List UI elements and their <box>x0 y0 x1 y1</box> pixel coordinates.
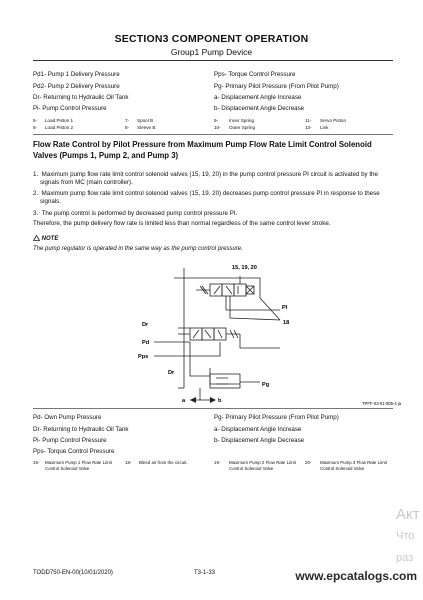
part-num: 8- <box>125 125 130 130</box>
part-num: 20- <box>305 460 312 465</box>
part-num: 11- <box>305 118 312 123</box>
divider <box>33 134 393 135</box>
label-pg: Pg <box>262 382 270 388</box>
header-divider <box>33 60 393 61</box>
part-num: 9- <box>214 118 219 123</box>
part-label: Servo Piston <box>320 118 347 123</box>
note-text: The pump regulator is operated in the same way as the pump control pressure. <box>33 246 243 252</box>
part-num: 7- <box>125 118 130 123</box>
part-label: Sleeve B <box>137 125 156 130</box>
legend-item: Dr- Returning to Hydraulic Oil Tank <box>33 94 129 101</box>
label-pi: PI <box>282 305 288 311</box>
watermark-url: www.epcatalogs.com <box>295 569 417 583</box>
part-label: Link <box>320 125 329 130</box>
divider <box>33 408 393 409</box>
watermark-text: Акт <box>396 506 420 523</box>
section-title: SECTION3 COMPONENT OPERATION <box>114 33 309 45</box>
body-item-1: 1. Maximum pump flow rate limit control solenoid valves (15, 19, 20) in the pump control pressure PI circuit is activated by the signals from MC (main controller). <box>33 171 378 187</box>
part-label: Load Piston 1 <box>45 118 74 123</box>
footer-doc-id: TODD750-EN-00(10/01/2020) <box>33 570 113 576</box>
legend-item: Pi- Pump Control Pressure <box>33 105 107 112</box>
body-item-2: 2. Maximum pump flow rate limit control solenoid valves (15, 19, 20) decreases pump control pressure PI in response to these signals. <box>33 190 380 206</box>
note-label: NOTE <box>41 236 59 242</box>
part-label: Spool B <box>137 118 154 123</box>
legend-item: Pd1- Pump 1 Delivery Pressure <box>33 71 120 78</box>
part-label: Maximum Pump 3 Flow Rate Limit Control Solenoid Valve <box>320 460 387 471</box>
label-dr-lower: Dr <box>168 370 175 376</box>
watermark-text: раз <box>396 552 414 564</box>
legend-item: Pps- Torque Control Pressure <box>33 448 115 455</box>
legend-item: Pd- Own Pump Pressure <box>33 414 102 421</box>
part-num: 13- <box>305 125 312 130</box>
legend-item: Pg- Primary Pilot Pressure (From Pilot Pump) <box>214 83 339 90</box>
label-pps: Pps <box>138 354 149 360</box>
watermark-text: Что <box>396 530 415 542</box>
page-number: T3-1-33 <box>194 570 216 576</box>
part-num: 19- <box>214 460 221 465</box>
part-label: Bleed air from the circuit. <box>139 460 188 465</box>
body-item-3: 3. The pump control is performed by decreased pump control pressure PI. <box>33 210 238 217</box>
legend-item: Pd2- Pump 2 Delivery Pressure <box>33 83 120 90</box>
legend-item: Pps- Torque Control Pressure <box>214 71 296 78</box>
part-num: 15- <box>33 460 40 465</box>
legend-item: b- Displacement Angle Decrease <box>214 105 305 112</box>
part-label: Maximum Pump 2 Flow Rate Limit Control Solenoid Valve <box>229 460 296 471</box>
part-num: 5- <box>33 118 38 123</box>
legend-item: a- Displacement Angle Increase <box>214 94 302 101</box>
body-conclusion: Therefore, the pump delivery flow rate is limited less than normal regardless of the same control lever stroke. <box>33 220 331 227</box>
part-num: 6- <box>33 125 38 130</box>
part-label: Maximum Pump 1 Flow Rate Limit Control Solenoid Valve <box>45 460 112 471</box>
part-label: Outer Spring <box>229 125 256 130</box>
legend-item: Pg- Primary Pilot Pressure (From Pilot Pump) <box>214 414 339 421</box>
note-label-row <box>33 235 58 242</box>
hydraulic-circuit-diagram <box>130 258 410 408</box>
group-title: Group1 Pump Device <box>170 47 253 57</box>
legend-item: Dr- Returning to Hydraulic Oil Tank <box>33 426 129 433</box>
part-label: Inner Spring <box>229 118 255 123</box>
label-a: a <box>182 398 186 404</box>
part-num: 10- <box>214 125 221 130</box>
label-solenoid-numbers: 15, 19, 20 <box>232 265 257 271</box>
legend-item: b- Displacement Angle Decrease <box>214 437 305 444</box>
label-18: 18 <box>283 320 290 326</box>
part-num: 18- <box>125 460 132 465</box>
solenoid-valve-box <box>210 284 222 296</box>
subsection-heading: Flow Rate Control by Pilot Pressure from Maximum Pump Flow Rate Limit Control Solenoid Valves (Pumps 1, Pump 2, and Pump 3) <box>33 140 372 160</box>
legend-item: Pi- Pump Control Pressure <box>33 437 107 444</box>
part-label: Load Piston 2 <box>45 125 74 130</box>
label-b: b <box>218 398 222 404</box>
label-pd: Pd <box>142 340 150 346</box>
label-dr-upper: Dr <box>142 322 149 328</box>
arrow-a <box>190 397 196 403</box>
note-icon <box>33 235 40 241</box>
legend-item: a- Displacement Angle Increase <box>214 426 302 433</box>
figure-code: TPFF-03-01-005-4 ja <box>362 401 402 406</box>
